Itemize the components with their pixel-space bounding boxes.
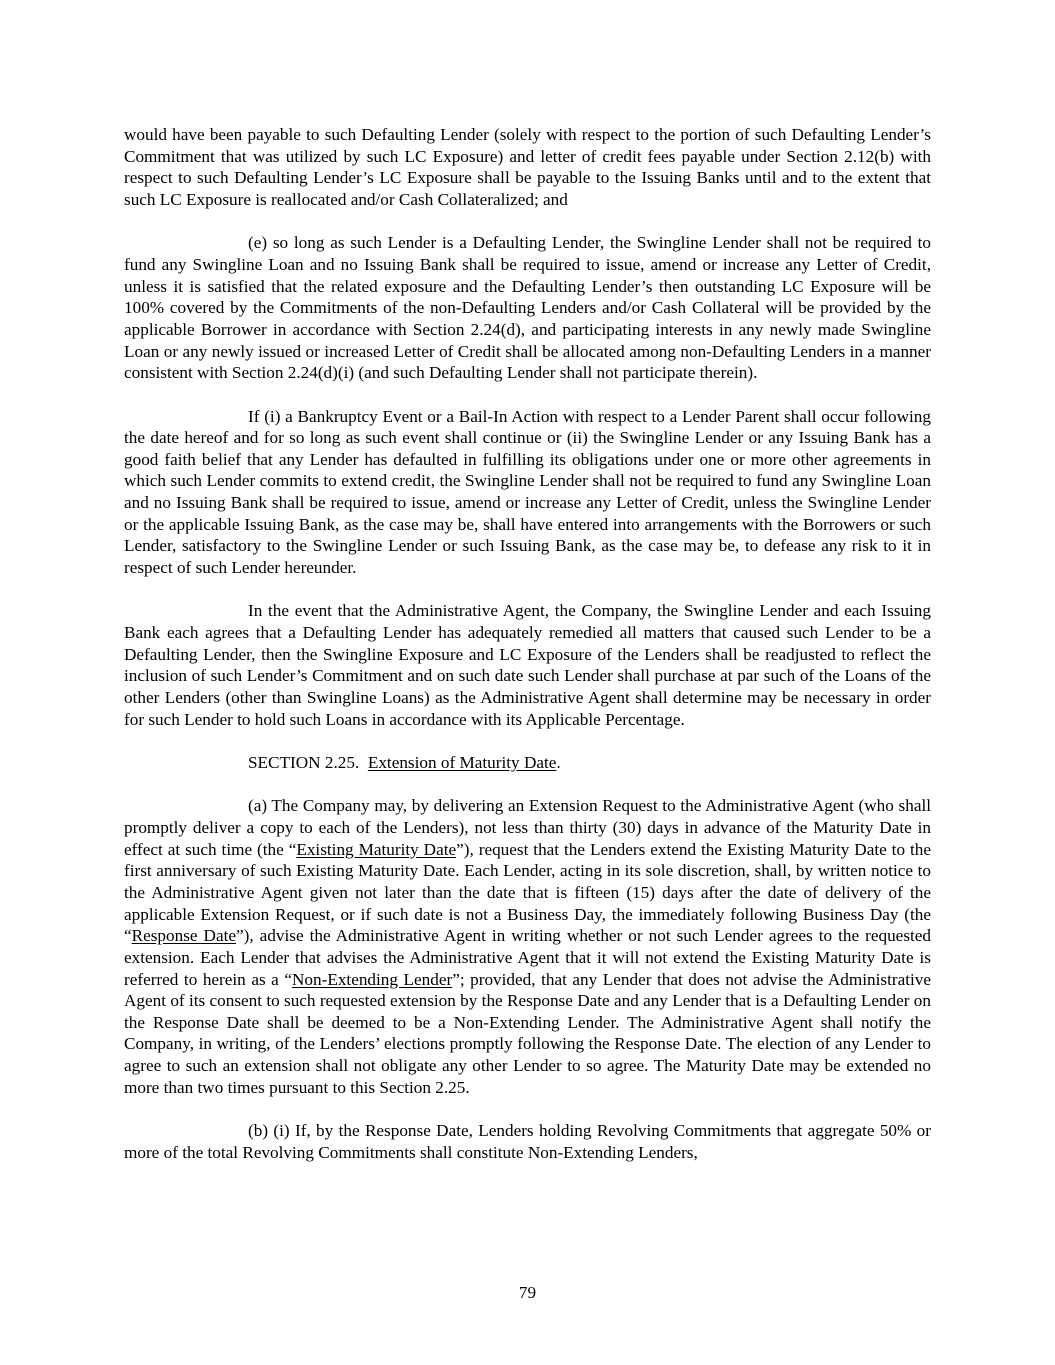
- section-title: Extension of Maturity Date: [367, 752, 557, 772]
- page-number: 79: [518, 1283, 537, 1302]
- document-body: [124, 124, 931, 1185]
- paragraph-bankruptcy-event: If (i) a Bankruptcy Event or a Bail-In Action with respect to a Lender Parent shall occur following the date hereof and for so long as such event shall continue or (ii) the Swingline Lender or any Issuing Bank has a good faith belief that any Lender has defaulted in fulfilling its obligations under one or more other agreements in which such Lender commits to extend credit, the Swingline Lender shall not be required to fund any Swingline Loan and no Issuing Bank shall be required to issue, amend or increase any Letter of Credit, unless the Swingline Lender or the applicable Issuing Bank, as the case may be, shall have entered into arrangements with the Borrowers or such Lender, satisfactory to the Swingline Lender or such Issuing Bank, as the case may be, to defease any risk to it in respect of such Lender hereunder.: [124, 406, 931, 578]
- paragraph-extension-clause-b: (b) (i) If, by the Response Date, Lenders holding Revolving Commitments that aggregate 50% or more of the total Revolving Commitments shall constitute Non-Extending Lenders,: [124, 1121, 931, 1162]
- section-number: SECTION 2.25.: [248, 752, 360, 772]
- defined-term-non-extending-lender: Non-Extending Lender: [292, 969, 453, 989]
- text-run: (a) The Company may, by delivering an Extension Request to the Administrative Agent (who shall promptly deliver a copy to each of the Lenders), not less than thirty (30) days in advance of the Maturity Date in effect at such time (the “: [124, 796, 931, 859]
- paragraph-clause-e: (e) so long as such Lender is a Defaulting Lender, the Swingline Lender shall not be required to fund any Swingline Loan and no Issuing Bank shall be required to issue, amend or increase any Letter of Credit, unless it is satisfied that the related exposure and the Defaulting Lender’s then outstanding LC Exposure will be 100% covered by the Commitments of the non-Defaulting Lenders and/or Cash Collateral will be provided by the applicable Borrower in accordance with Section 2.24(d), and participating interests in any newly made Swingline Loan or any newly issued or increased Letter of Credit shall be allocated among non-Defaulting Lenders in a manner consistent with Section 2.24(d)(i) (and such Defaulting Lender shall not participate therein).: [124, 233, 931, 383]
- defined-term-response-date: Response Date: [131, 926, 236, 946]
- paragraph-remedied-defaults: In the event that the Administrative Agent, the Company, the Swingline Lender and each Issuing Bank each agrees that a Defaulting Lender has adequately remedied all matters that caused such Lender to be a Defaulting Lender, then the Swingline Exposure and LC Exposure of the Lenders shall be readjusted to reflect the inclusion of such Lender’s Commitment and on such date such Lender shall purchase at par such of the Loans of the other Lenders (other than Swingline Loans) as the Administrative Agent shall determine may be necessary in order for such Lender to hold such Loans in accordance with its Applicable Percentage.: [124, 601, 931, 729]
- text-run: ”), request that the Lenders extend the Existing Maturity Date to the first anniversary of such Existing Maturity Date. Each Lender, acting in its sole discretion, shall, by written notice to the Administrative Agent given not later than the date that is fifteen (15) days after the date of delivery of the applicable Extension Request, or if such date is not a Business Day, the immediately following Business Day (the “: [124, 839, 931, 946]
- text-run: ”; provided, that any Lender that does not advise the Administrative Agent of its consent to such requested extension by the Response Date and any Lender that is a Defaulting Lender on the Response Date shall be deemed to be a Non-Extending Lender. The Administrative Agent shall notify the Company, in writing, of the Lenders’ elections promptly following the Response Date. The election of any Lender to agree to such an extension shall not obligate any other Lender to so agree. The Maturity Date may be extended no more than two times pursuant to this Section 2.25.: [124, 969, 932, 1097]
- section-period: .: [556, 752, 561, 772]
- section-heading: [124, 752, 931, 774]
- paragraph-extension-clause-a: [124, 795, 931, 1098]
- text-run: ”), advise the Administrative Agent in writing whether or not such Lender agrees to the requested extension. Each Lender that advises the Administrative Agent that it will not extend the Existing Maturity Date is referred to herein as a “: [124, 926, 932, 989]
- paragraph-defaulting-lender-fees: would have been payable to such Defaulting Lender (solely with respect to the portion of such Defaulting Lender’s Commitment that was utilized by such LC Exposure) and letter of credit fees payable under Section 2.12(b) with respect to such Defaulting Lender’s LC Exposure shall be payable to the Issuing Banks until and to the extent that such LC Exposure is reallocated and/or Cash Collateralized; and: [124, 125, 931, 209]
- defined-term-existing-maturity-date: Existing Maturity Date: [296, 839, 457, 859]
